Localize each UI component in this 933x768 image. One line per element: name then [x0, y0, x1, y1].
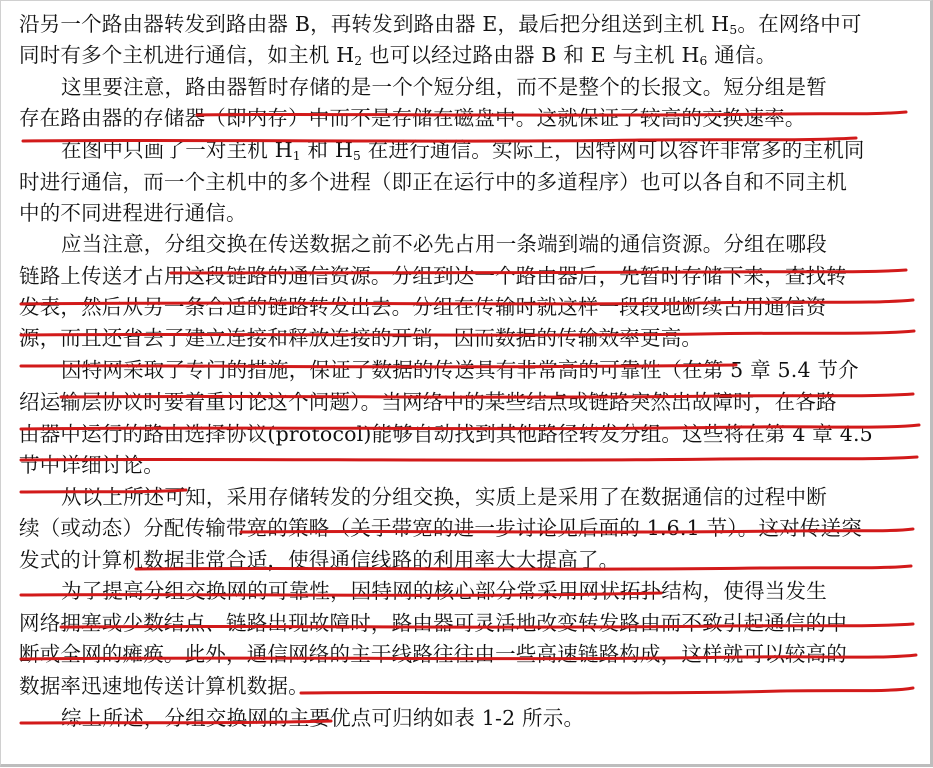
text-segment: 发式的计算机数据非常合适，使得通信线路的利用率大大提高了。 — [19, 548, 620, 572]
text-segment: 在进行通信。实际上，因特网可以容许非常多的主机同 — [361, 138, 865, 162]
text-line — [1, 103, 933, 134]
text-segment: 同时有多个主机进行通信，如主机 H — [19, 43, 355, 67]
text-line — [1, 198, 933, 229]
subscript-text: 5 — [353, 149, 362, 164]
text-line — [1, 419, 933, 450]
text-line — [1, 608, 933, 639]
text-segment: 中的不同进程进行通信。 — [19, 201, 247, 225]
text-segment: 为了提高分组交换网的可靠性，因特网的核心部分常采用网状拓扑结构，使得当发生 — [61, 579, 827, 603]
text-line — [1, 355, 933, 386]
text-segment: 链路上传送才占用这段链路的通信资源。分组到达一个路由器后，先暂时存储下来，查找转 — [19, 264, 847, 288]
text-line — [1, 545, 933, 576]
text-segment: 由器中运行的路由选择协议(protocol)能够自动找到其他路径转发分组。这些将在第 4 章 4.5 — [19, 422, 873, 446]
text-line — [1, 292, 933, 323]
text-line — [1, 703, 933, 734]
subscript-text: 2 — [354, 54, 363, 69]
text-line — [1, 671, 933, 702]
text-line — [1, 9, 933, 40]
text-line — [1, 323, 933, 354]
text-line — [1, 639, 933, 670]
text-segment: 节中详细讨论。 — [19, 453, 164, 477]
text-segment: 绍运输层协议时要着重讨论这个问题）。当网络中的某些结点或链路突然出故障时，在各路 — [19, 390, 837, 414]
text-segment: 时进行通信，而一个主机中的多个进程（即正在运行中的多道程序）也可以各自和不同主机 — [19, 170, 847, 194]
text-segment: 沿另一个路由器转发到路由器 B，再转发到路由器 E，最后把分组送到主机 H — [19, 12, 730, 36]
text-segment: 和 H — [300, 138, 354, 162]
text-segment: 网络拥塞或少数结点、链路出现故障时，路由器可灵活地改变转发路由而不致引起通信的中 — [19, 611, 847, 635]
subscript-text: 5 — [729, 23, 738, 38]
text-line — [1, 72, 933, 103]
text-segment: 存在路由器的存储器（即内存）中而不是存储在磁盘中。这就保证了较高的交换速率。 — [19, 106, 806, 130]
text-line — [1, 167, 933, 198]
text-segment: 源，而且还省去了建立连接和释放连接的开销，因而数据的传输效率更高。 — [19, 326, 703, 350]
text-segment: 续（或动态）分配传输带宽的策略（关于带宽的进一步讨论见后面的 1.6.1 节）。这对传送突 — [19, 516, 862, 540]
text-line — [1, 387, 933, 418]
text-line — [1, 450, 933, 481]
text-line — [1, 229, 933, 260]
text-segment: 通信。 — [707, 43, 777, 67]
text-line — [1, 261, 933, 292]
text-segment: 应当注意，分组交换在传送数据之前不必先占用一条端到端的通信资源。分组在哪段 — [61, 232, 827, 256]
text-segment: 这里要注意，路由器暂时存储的是一个个短分组，而不是整个的长报文。短分组是暂 — [61, 75, 827, 99]
text-segment: 断或全网的瘫痪。此外，通信网络的主干线路往往由一些高速链路构成，这样就可以较高的 — [19, 642, 847, 666]
text-segment: 在图中只画了一对主机 H — [61, 138, 293, 162]
text-line — [1, 135, 933, 166]
text-segment: 。在网络中可 — [737, 12, 862, 36]
subscript-text: 1 — [292, 149, 301, 164]
text-line — [1, 40, 933, 71]
text-segment: 发表，然后从另一条合适的链路转发出去。分组在传输时就这样一段段地断续占用通信资 — [19, 295, 827, 319]
text-line — [1, 513, 933, 544]
text-line — [1, 576, 933, 607]
text-segment: 数据率迅速地传送计算机数据。 — [19, 674, 309, 698]
text-segment: 因特网采取了专门的措施，保证了数据的传送具有非常高的可靠性（在第 5 章 5.4 节介 — [61, 358, 859, 382]
text-segment: 综上所述，分组交换网的主要优点可归纳如表 1-2 所示。 — [61, 706, 585, 730]
subscript-text: 6 — [699, 54, 708, 69]
text-segment: 从以上所述可知，采用存储转发的分组交换，实质上是采用了在数据通信的过程中断 — [61, 485, 827, 509]
text-segment: 也可以经过路由器 B 和 E 与主机 H — [362, 43, 700, 67]
text-line — [1, 482, 933, 513]
